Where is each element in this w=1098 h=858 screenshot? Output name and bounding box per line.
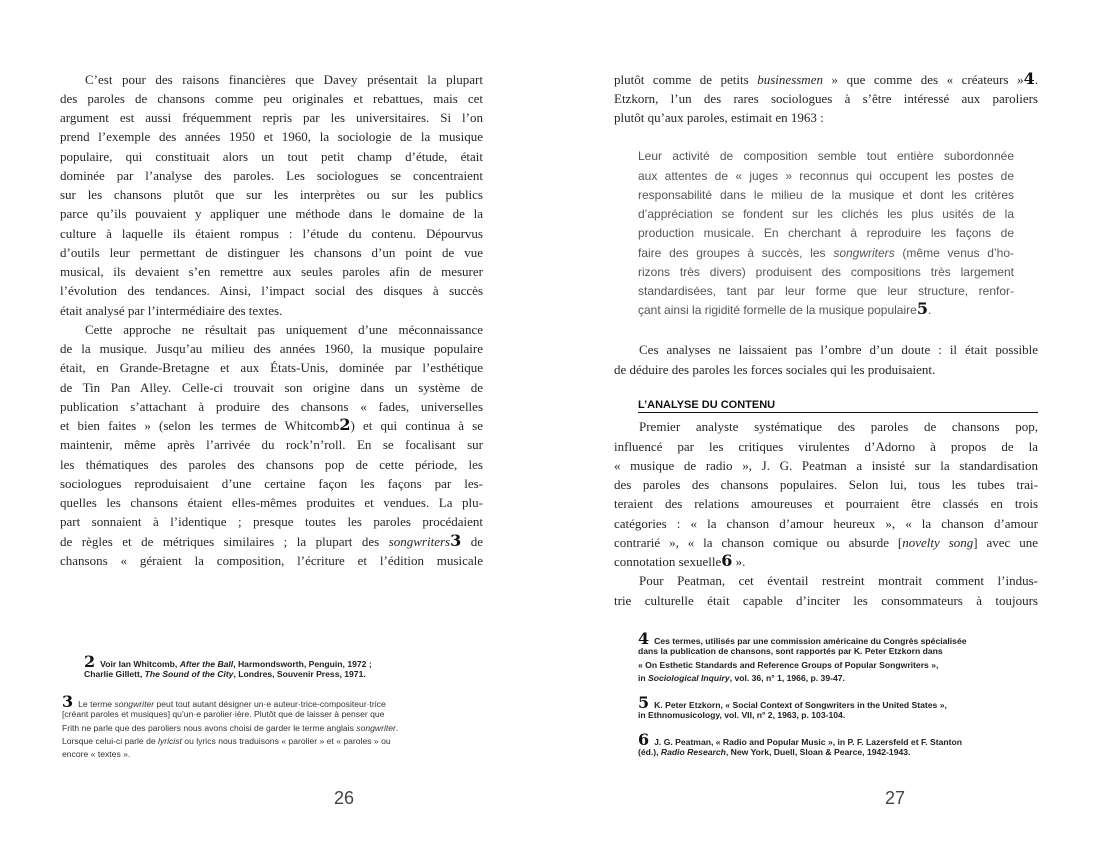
italic-text: songwriters [388,533,451,549]
text-line [60,127,483,146]
text-segment: d’appréciation se fondent sur les clichés les plus usités de la [638,207,1014,222]
text-segment: Ces analyses ne laissaient pas l’ombre d’un doute : il était possible [639,342,1038,358]
text-segment: musical, ils devaient s’en remettre aux seules paroles afin de mesurer [60,264,483,279]
footnote-line [638,709,947,722]
text-segment: Charlie Gillett, [84,669,145,680]
text-line [614,533,1038,552]
footnote-5 [638,693,947,723]
text-line [638,147,1014,166]
text-segment: connotation sexuelle [614,554,722,570]
text-segment: J. G. Peatman, « Radio and Popular Music », in P. F. Lazersfeld et F. Stanton [654,737,962,747]
text-line [638,282,1014,301]
text-line [638,167,1014,186]
text-segment: dominée par l’analyse des paroles. Les sociologues se concentraient [60,167,483,183]
text-segment: était, en Grande-Bretagne et aux États-Unis, dominée par l’esthétique [60,360,483,376]
text-segment: Leur activité de composition semble tout entière subordonnée [638,149,1014,164]
footnote-reference: 3 [450,530,462,550]
text-segment: [créant paroles et musiques] qu’un·e parolier·ière. Plutôt que de laisser à penser que [62,709,385,720]
text-segment: responsabilité dans le milieu de la musique et dont les critères [638,187,1014,202]
text-segment: « On Esthetic Standards and Reference Groups of Popular Songwriters », [638,659,939,670]
footnote-line [84,652,372,671]
text-segment: Pour Peatman, cet éventail restreint montrait comment l’indus- [639,573,1038,589]
text-segment: argument est aussi fréquemment repris par les universitaires. Si l’on [60,110,483,125]
text-line [638,301,1014,320]
italic-text: songwriters [833,245,895,260]
text-segment: influencé par les critiques virulentes d’Adorno à propos de la [614,438,1038,454]
footnote-4 [638,629,967,685]
text-line [60,243,483,262]
text-line [614,360,1038,379]
text-segment: , Harmondsworth, Penguin, 1972 ; [233,659,372,669]
text-segment: . [1034,71,1038,87]
text-segment: de [461,533,483,549]
footnote-reference: 2 [339,415,351,434]
footnote-line [62,708,398,721]
text-line [638,244,1014,263]
text-line [60,320,483,339]
text-line [60,397,483,416]
italic-text: businessmen [757,71,823,87]
text-line [614,108,1038,127]
text-segment: Voir Ian Whitcomb, [100,659,180,669]
footnote-reference: 4 [1023,68,1035,88]
text-segment: ] avec une [973,534,1038,550]
italic-text: lyricist [158,735,182,746]
footnote-number: 5 [638,693,650,712]
text-segment: parce qu’ils pouvaient y appliquer une méthode dans le domaine de la [60,206,483,222]
text-line [614,552,1038,571]
text-segment: publication s’attachant à produire des chansons « fades, universelles [60,398,483,414]
text-line [60,70,483,89]
footnote-3 [62,692,399,761]
text-segment: faire des groupes à succès, les [638,245,834,260]
text-segment: maintenir, même après l’arrivée du rock’n’roll. En se focalisant sur [60,437,483,453]
text-line [60,512,483,531]
text-line [60,435,483,454]
footnote-line [638,730,962,749]
text-line [614,456,1038,475]
text-segment: (même venus d’ho- [894,245,1014,260]
text-segment: de la musique. Jusqu’au milieu des années 1960, la musique populaire [60,341,483,356]
text-segment: de déduire des paroles les forces sociales qui les produisaient. [614,361,936,377]
text-line [614,475,1038,494]
text-segment: d’outils leur permettant de distinguer les chansons d’un point de vue [60,244,483,260]
footnote-line [638,693,947,712]
text-segment: in Ethnomusicology, vol. VII, n° 2, 1963, p. 103-104. [638,710,846,721]
text-line [60,89,483,108]
text-segment: des paroles des chansons populaires. Selon lui, tous les tubes trai- [614,477,1038,493]
text-segment: chansons « géraient la composition, l’écriture et l’édition musicale [60,552,483,568]
footnote-reference: 6 [721,551,733,571]
italic-text: songwriter [356,722,396,733]
text-segment: rizons très divers) produisent des compositions très largement [638,264,1014,279]
text-line [60,532,483,551]
text-line [614,571,1038,590]
text-line [638,186,1014,205]
footnote-2 [84,652,372,682]
text-segment: , Londres, Souvenir Press, 1971. [233,669,366,680]
text-line [638,205,1014,224]
text-segment: Ces termes, utilisés par une commission américaine du Congrès spécialisée [654,636,967,646]
footnote-6 [638,730,962,760]
text-segment: part sonnaient à l’identique ; presque toutes les paroles procédaient [60,514,483,530]
footnote-line [638,672,967,685]
conclusion-paragraph [614,340,1038,379]
text-line [60,455,483,474]
text-segment: . [927,303,932,318]
text-segment: Premier analyste systématique des paroles de chansons pop, [639,419,1038,435]
text-line [638,224,1014,243]
text-line [60,416,483,435]
footnote-line [638,659,967,672]
text-segment: catégories : « la chanson d’amour heureux », « la chanson d’amour [614,515,1038,531]
text-segment: Frith ne parle que des paroliers nous avons choisi de garder le terme anglais [62,722,357,733]
text-segment: production musicale. En cherchant à reproduire les façons de [638,226,1014,241]
text-segment: l’évolution des tendances. Ainsi, l’impact social des disques à succès [60,283,483,299]
text-segment: standardisées, tant par leur forme que leur structure, renfor- [638,284,1014,299]
text-line [614,89,1038,108]
text-line [60,493,483,512]
text-line [60,281,483,300]
left-page-body-text [60,70,483,571]
text-line [614,514,1038,533]
text-segment: , New York, Duell, Sloan & Pearce, 1942-1943. [725,747,911,758]
text-segment: les thématiques des paroles des chansons pop de cette période, les [60,456,483,472]
footnote-line [62,735,398,748]
text-line [614,340,1038,359]
footnote-number: 6 [638,730,650,749]
text-segment: était analysé par l’intermédiaire des textes. [60,302,283,318]
text-segment: de Tin Pan Alley. Celle-ci trouvait son origine dans un système de [60,379,483,395]
footnote-line [62,692,398,711]
text-segment: aux attentes de « juges » reconnus qui occupent les postes de [638,168,1014,183]
text-segment: Le terme [78,699,115,709]
footnote-line [638,746,962,759]
text-segment: plutôt comme de petits [614,71,758,87]
italic-text: Radio Research [660,747,726,758]
italic-text: songwriter [114,699,155,709]
text-segment: ou lyrics nous traduisons « parolier » et « paroles » ou [181,735,391,746]
text-segment: dans la publication de chansons, sont rapportés par K. Peter Etzkorn dans [638,646,943,657]
text-segment: Etzkorn, l’un des rares sociologues à s’être intéressé aux paroliers [614,90,1038,106]
text-segment: teraient des relations amoureuses et pourraient être classés en trois [614,496,1038,512]
text-line [614,494,1038,513]
text-line [60,204,483,223]
text-line [60,262,483,281]
text-segment: « musique de radio », J. G. Peatman a insisté sur la standardisation [614,457,1038,473]
text-segment: de règles et de métriques similaires ; la plupart des [60,533,389,549]
text-segment: quelles les chansons étaient elles-mêmes produites et vendues. La plu- [60,495,483,510]
footnote-line [62,748,398,761]
text-line [60,147,483,166]
footnote-line [84,668,372,681]
italic-text: novelty song [902,534,974,550]
text-segment: , vol. 36, n° 1, 1966, p. 39-47. [729,672,845,683]
footnote-number: 2 [84,652,96,671]
text-line [60,358,483,377]
italic-text: Sociological Inquiry [648,672,730,683]
italic-text: After the Ball [179,659,234,669]
text-line [638,263,1014,282]
text-segment: et bien faites » (selon les termes de Whitcomb [60,418,340,433]
text-line [60,185,483,204]
text-segment: in [638,672,649,683]
text-line [60,474,483,493]
text-line [614,417,1038,436]
text-segment: C’est pour des raisons financières que Davey présentait la plupart [85,71,483,87]
text-segment: (éd.), [638,747,661,758]
text-segment: sociologues reproduisaient d’une certaine façon les façons par les- [60,475,483,491]
text-line [60,301,483,320]
text-segment: Lorsque celui-ci parle de [62,735,159,746]
text-segment: ». [732,554,746,570]
text-segment: . [395,722,399,733]
text-line [614,437,1038,456]
text-segment: sur les chansons plutôt que sur les interprètes ou sur les publics [60,187,483,202]
text-segment: çant ainsi la rigidité formelle de la musique populaire [638,303,917,318]
text-line [60,166,483,185]
text-segment: Cette approche ne résultait pas uniquement d’une méconnaissance [85,321,483,337]
text-segment: plutôt qu’aux paroles, estimait en 1963 : [614,110,824,125]
section-heading: L’ANALYSE DU CONTENU [638,399,1038,413]
right-page-intro-text [614,70,1038,128]
text-segment: culture à laquelle ils étaient rompus : l’étude du contenu. Dépourvus [60,225,483,241]
text-segment: ) et qui continua à se [350,418,483,433]
page-number-right: 27 [885,788,906,808]
footnote-line [638,629,967,648]
text-line [60,378,483,397]
text-segment: » que comme des « créateurs » [822,71,1024,87]
text-segment: contrarié », « la chanson comique ou absurde [ [614,534,903,550]
text-line [614,591,1038,610]
section-body-text [614,417,1038,610]
footnote-number: 3 [62,692,74,711]
text-segment: trie culturelle était capable d’inciter les consommateurs à toujours [614,592,1038,608]
text-line [60,108,483,127]
text-line [614,70,1038,89]
text-segment: K. Peter Etzkorn, « Social Context of Songwriters in the United States », [654,700,947,710]
italic-text: The Sound of the City [144,669,234,680]
footnote-reference: 5 [916,299,928,319]
text-line [60,551,483,570]
footnote-line [62,722,398,735]
text-segment: des paroles de chansons comme peu originales et rebattues, mais cet [60,90,483,106]
text-line [60,224,483,243]
text-segment: encore « textes ». [62,749,131,760]
block-quote [638,147,1014,320]
page-number-left: 26 [334,788,355,808]
footnote-number: 4 [638,629,650,648]
footnote-line [638,645,967,658]
text-segment: populaire, qui constituait alors un tout petit champ d’étude, était [60,148,483,164]
text-segment: prend l’exemple des années 1950 et 1960, la sociologie de la musique [60,129,483,145]
text-line [60,339,483,358]
text-segment: peut tout autant désigner un·e auteur·trice-compositeur·trice [154,699,386,709]
